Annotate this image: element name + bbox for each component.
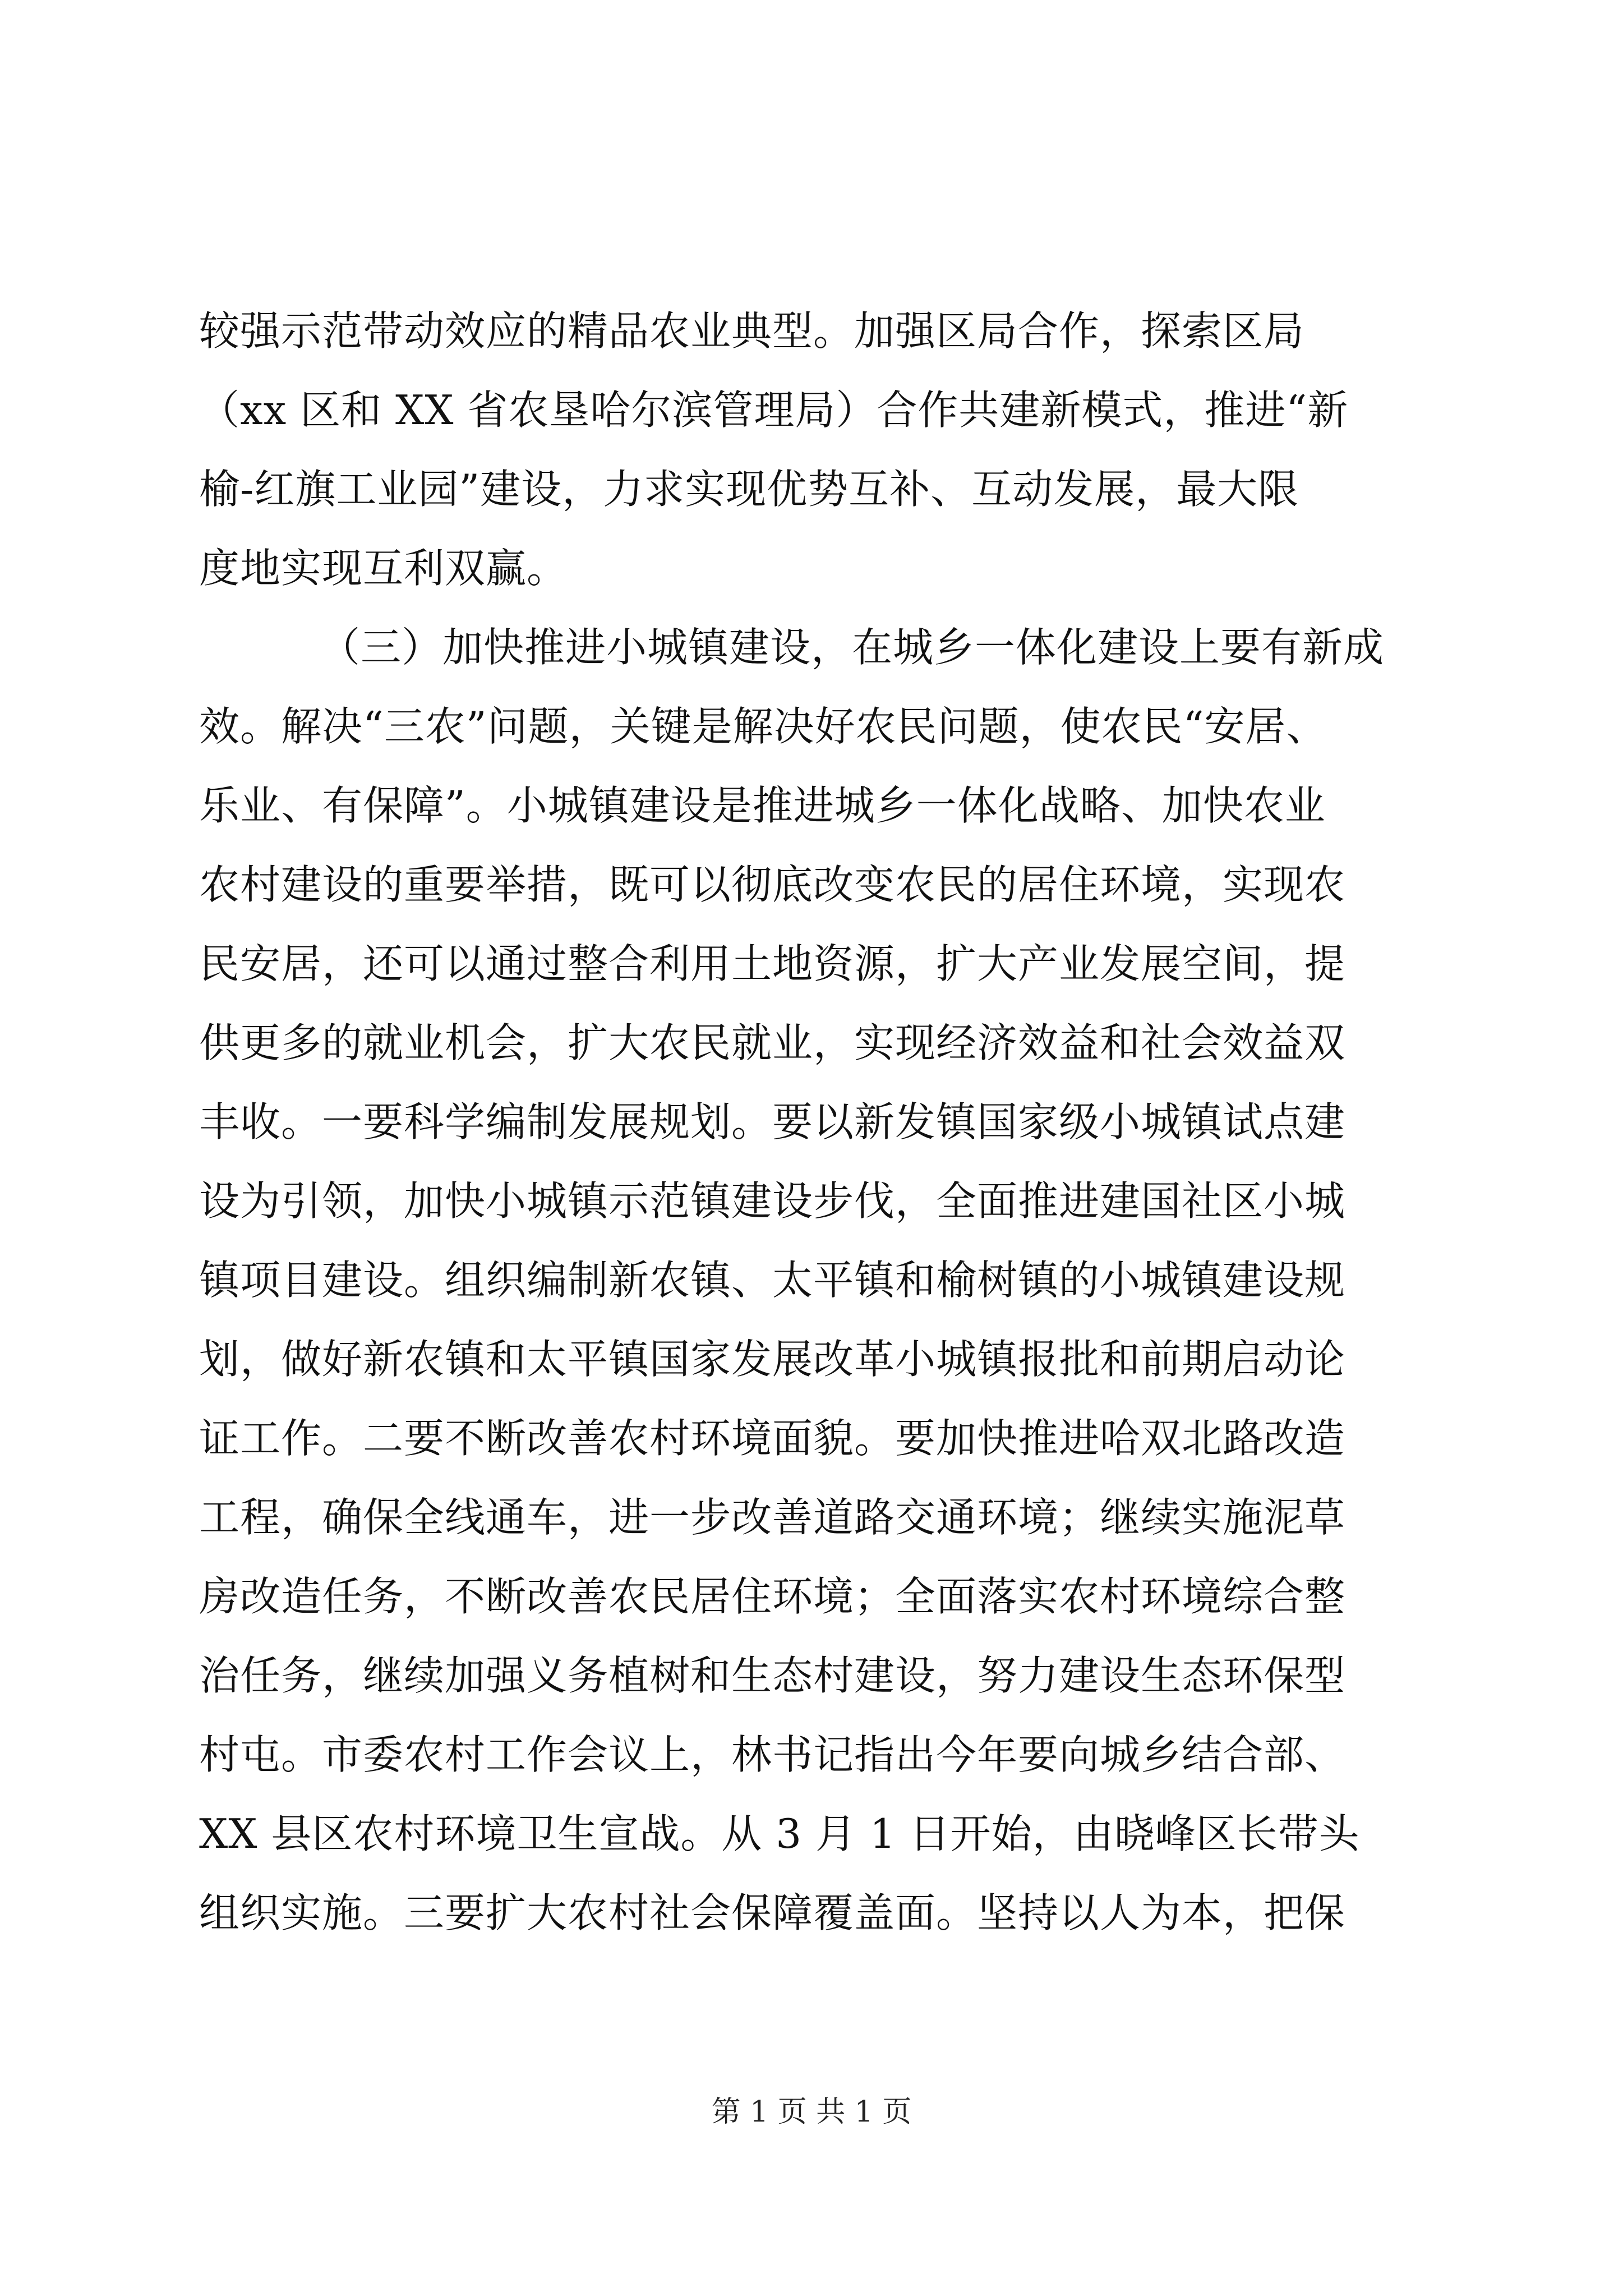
text-line-13: 镇项目建设。组织编制新农镇、太平镇和榆树镇的小城镇建设规 <box>199 1257 1346 1304</box>
text-line-9: 民安居，还可以通过整合利用土地资源，扩大产业发展空间，提 <box>199 940 1346 987</box>
text-line-5-section-heading: （三）加快推进小城镇建设，在城乡一体化建设上要有新成 <box>320 624 1385 671</box>
text-line-10: 供更多的就业机会，扩大农民就业，实现经济效益和社会效益双 <box>199 1019 1346 1066</box>
text-line-11: 丰收。一要科学编制发展规划。要以新发镇国家级小城镇试点建 <box>199 1098 1346 1145</box>
text-line-6: 效。解决“三农”问题，关键是解决好农民问题，使农民“安居、 <box>199 703 1327 750</box>
text-line-15: 证工作。二要不断改善农村环境面貌。要加快推进哈双北路改造 <box>199 1415 1346 1462</box>
page-footer: 第 1 页 共 1 页 <box>711 2095 912 2129</box>
text-line-18: 治任务，继续加强义务植树和生态村建设，努力建设生态环保型 <box>199 1652 1346 1699</box>
text-line-4: 度地实现互利双赢。 <box>199 545 568 592</box>
text-line-21: 组织实施。三要扩大农村社会保障覆盖面。坚持以人为本，把保 <box>199 1889 1346 1936</box>
text-line-14: 划，做好新农镇和太平镇国家发展改革小城镇报批和前期启动论 <box>199 1336 1346 1383</box>
text-line-16: 工程，确保全线通车，进一步改善道路交通环境；继续实施泥草 <box>199 1494 1346 1541</box>
text-line-3: 榆-红旗工业园”建设，力求实现优势互补、互动发展，最大限 <box>199 466 1299 513</box>
text-line-2: （xx 区和 XX 省农垦哈尔滨管理局）合作共建新模式，推进“新 <box>199 386 1349 434</box>
text-line-20: XX 县区农村环境卫生宣战。从 3 月 1 日开始，由晓峰区长带头 <box>199 1810 1360 1857</box>
text-line-19: 村屯。市委农村工作会议上，林书记指出今年要向城乡结合部、 <box>199 1731 1346 1778</box>
text-line-17: 房改造任务，不断改善农民居住环境；全面落实农村环境综合整 <box>199 1573 1346 1620</box>
text-line-12: 设为引领，加快小城镇示范镇建设步伐，全面推进建国社区小城 <box>199 1177 1346 1225</box>
text-line-7: 乐业、有保障”。小城镇建设是推进城乡一体化战略、加快农业 <box>199 782 1326 829</box>
text-line-8: 农村建设的重要举措，既可以彻底改变农民的居住环境，实现农 <box>199 861 1346 908</box>
text-line-1: 较强示范带动效应的精品农业典型。加强区局合作，探索区局 <box>199 307 1305 355</box>
